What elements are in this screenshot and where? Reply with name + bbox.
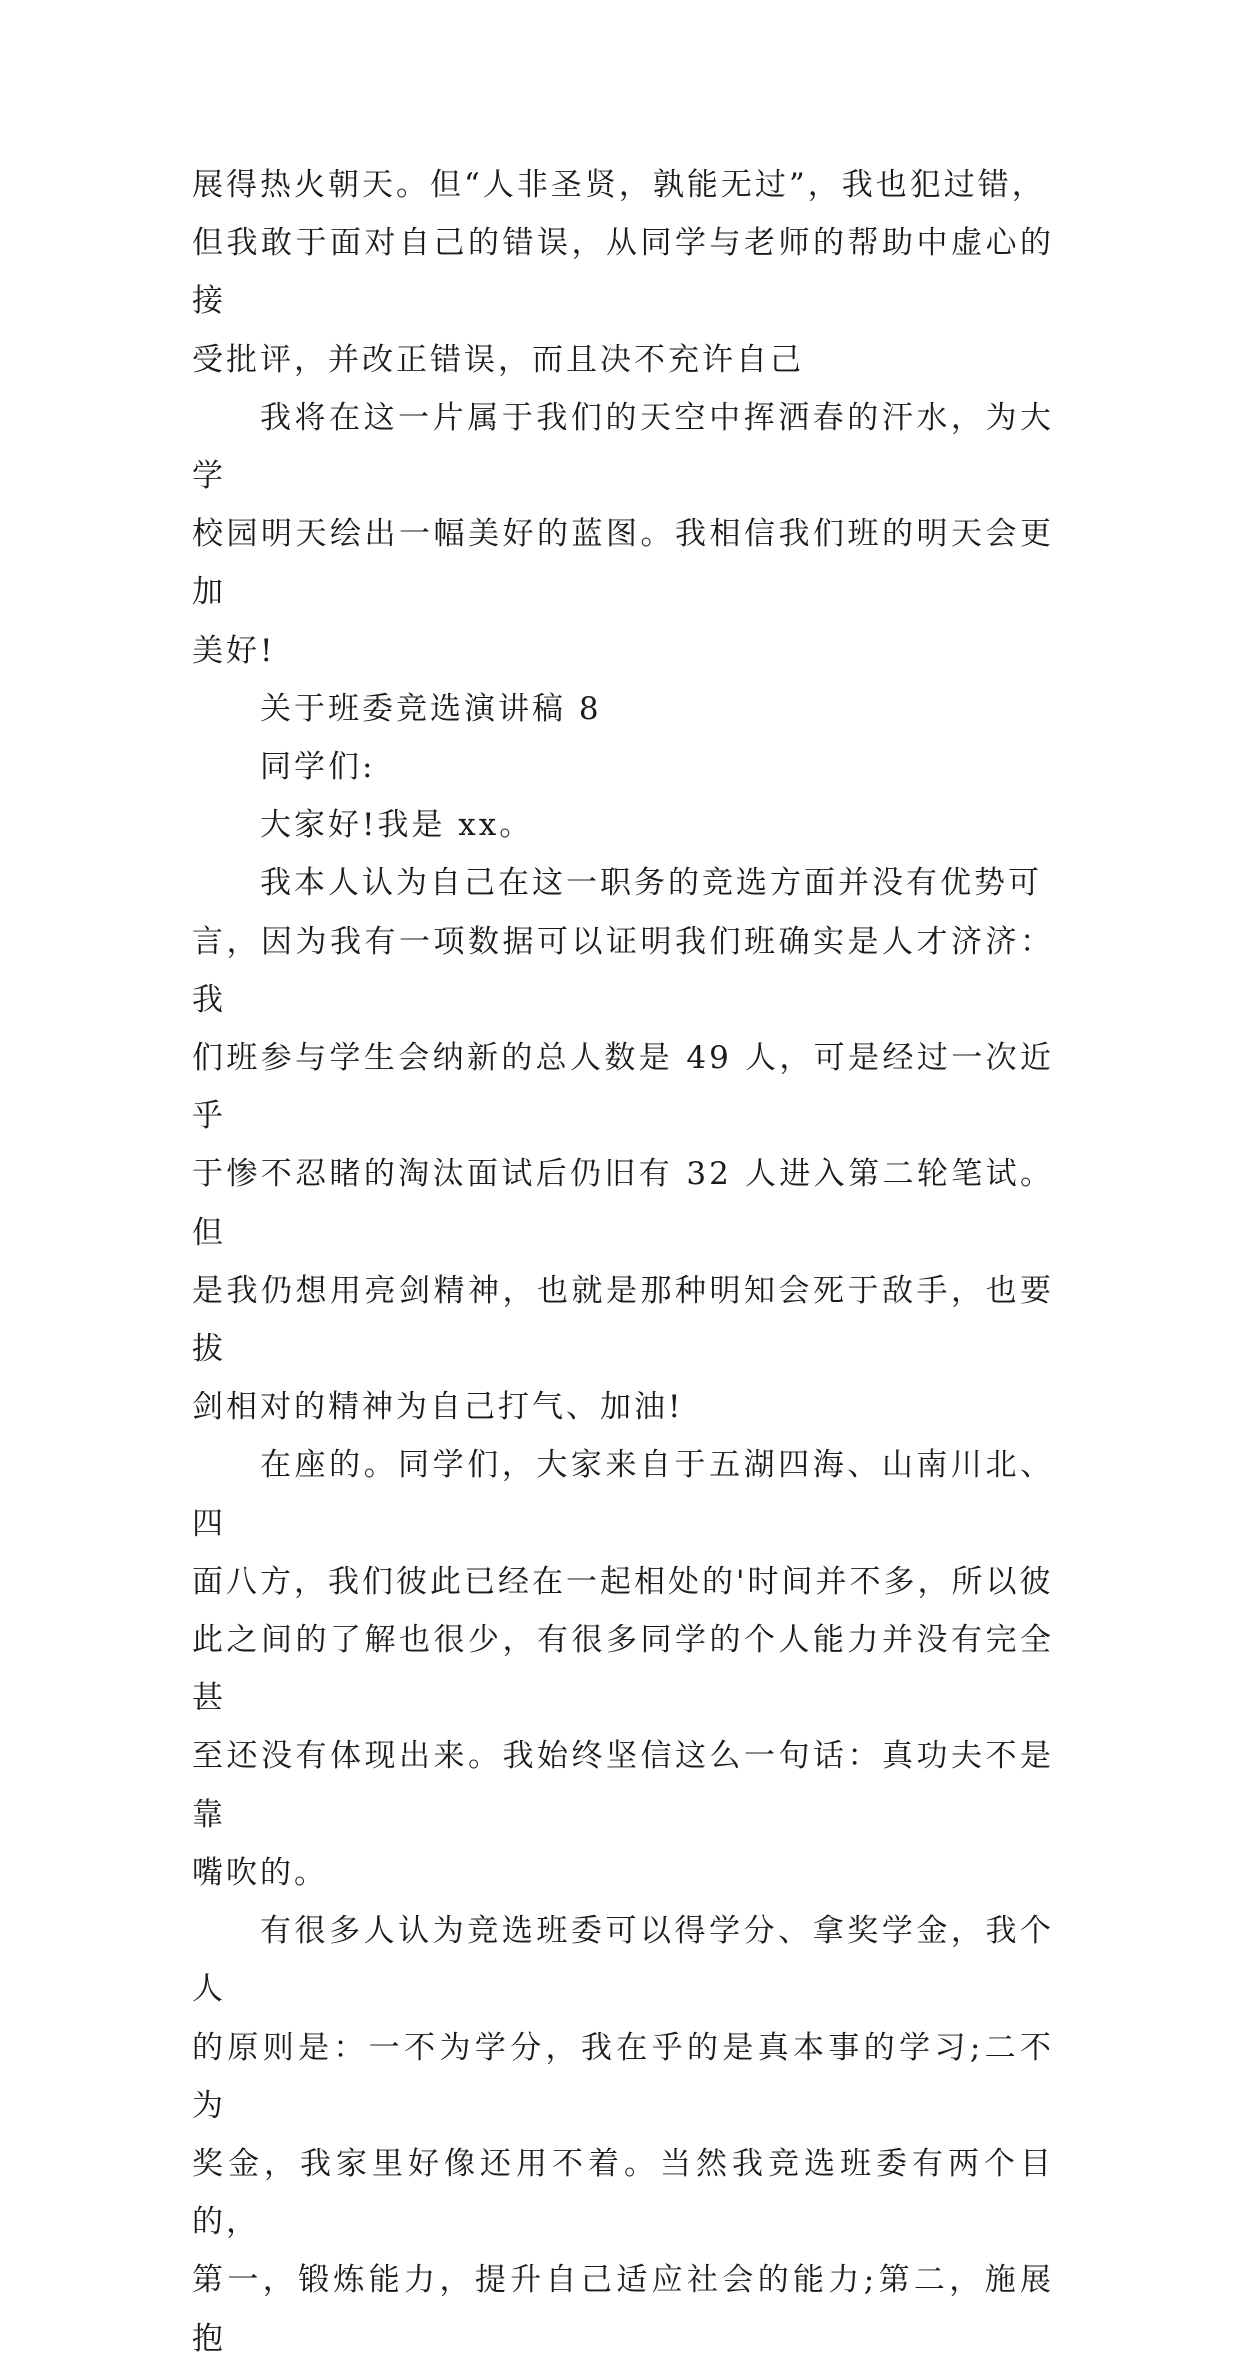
section-heading: 关于班委竞选演讲稿 8	[260, 690, 602, 727]
salutation: 同学们:	[260, 749, 376, 786]
paragraph-closing: 我将在这一片属于我们的天空中挥洒春的汗水，为大学 校园明天绘出一幅美好的蓝图。我相信我们班的明天会更加 美好!	[192, 399, 1054, 669]
greeting: 大家好!我是 xx。	[260, 807, 534, 844]
paragraph-continuation: 展得热火朝天。但“人非圣贤，孰能无过”，我也犯过错， 但我敢于面对自己的错误，从同学与老师的帮助中虚心的接 受批评，并改正错误，而且决不充许自己	[192, 167, 1054, 378]
paragraph-self-assessment: 我本人认为自己在这一职务的竞选方面并没有优势可 言，因为我有一项数据可以证明我们班确实是人才济济：我 们班参与学生会纳新的总人数是 49 人，可是经过一次近乎 于惨不忍睹的淘汰面试后仍旧有 32 人进入第二轮笔试。但 是我仍想用亮剑精神，也就是那种明知会死于敌手，也要拔 剑相对的精神为自己打气、加油!	[192, 865, 1054, 1426]
paragraph-classmates: 在座的。同学们，大家来自于五湖四海、山南川北、四 面八方，我们彼此已经在一起相处的'时间并不多，所以彼 此之间的了解也很少，有很多同学的个人能力并没有完全甚 至还没有体现出来。我始终坚信这么一句话：真功夫不是靠 嘴吹的。	[192, 1447, 1054, 1891]
paragraph-motivation: 有很多人认为竞选班委可以得学分、拿奖学金，我个人 的原则是：一不为学分，我在乎的是真本事的学习;二不为 奖金，我家里好像还用不着。当然我竞选班委有两个目的， 第一，锻炼能力，提升自己适应社会的能力;第二，施展抱	[192, 1913, 1054, 2357]
document-body	[192, 156, 1054, 2368]
